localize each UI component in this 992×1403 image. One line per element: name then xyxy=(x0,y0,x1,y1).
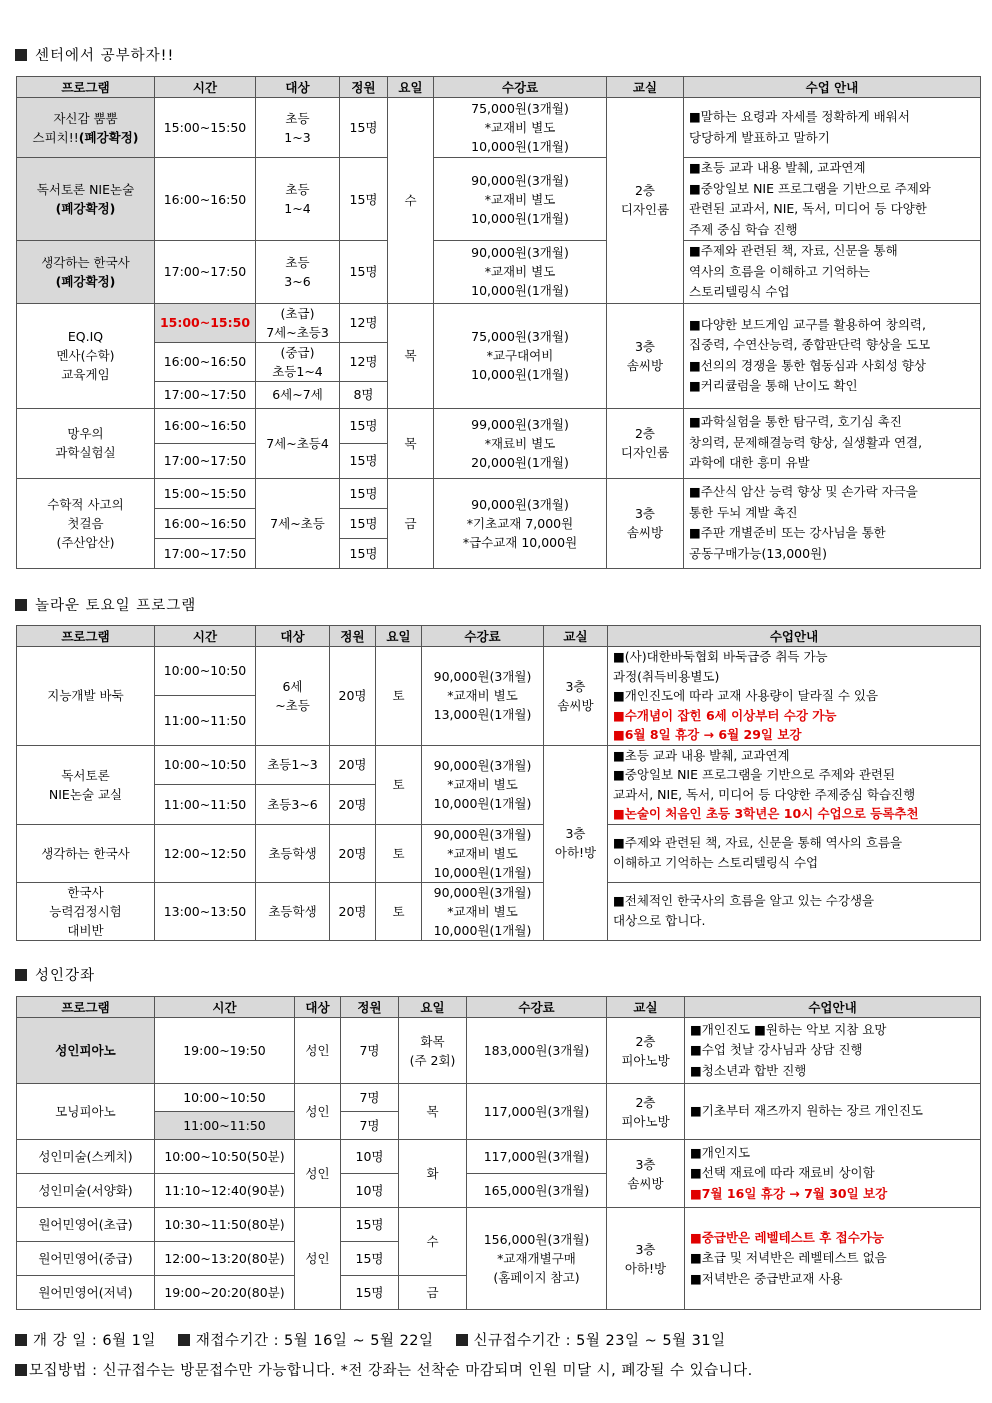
table-row: 한국사 능력검정시험 대비반 13:00~13:50 초등학생 20명 토 90,000원(3개월) *교재비 별도 10,000원(1개월) ■전체적인 한국사의 흐름을 알고 있는 수강생을 대상으로 합니다. xyxy=(17,882,981,940)
class-info: ■주제와 관련된 책, 자료, 신문을 통해 역사의 흐름을 이해하고 기억하는 스토리텔링식 수업 xyxy=(684,241,981,304)
class-info: ■(사)대한바둑협회 바둑급증 취득 가능 과정(취득비용별도) ■개인진도에 따라 교재 사용량이 달라질 수 있음 ■수개념이 잡힌 6세 이상부터 수강 가능 ■6월 8일 휴강 → 6월 29일 보강 xyxy=(608,647,981,746)
class-info: ■과학실험을 통한 탐구력, 호기심 촉진 창의력, 문제해결능력 향상, 실생활과 연결, 과학에 대한 흥미 유발 xyxy=(684,408,981,478)
program-name: 한국사 능력검정시험 대비반 xyxy=(17,882,155,940)
class-info: ■기초부터 재즈까지 원하는 장르 개인진도 xyxy=(685,1084,981,1140)
program-name: 원어민영어(중급) xyxy=(17,1242,155,1276)
program-name: EQ.IQ 멘사(수학) 교육게임 xyxy=(17,303,155,408)
table-header-row: 프로그램 시간 대상 정원 요일 수강료 교실 수업 안내 xyxy=(17,77,981,98)
class-info: ■말하는 요령과 자세를 정확하게 배워서 당당하게 발표하고 말하기 xyxy=(684,98,981,158)
section3-title: 성인강좌 xyxy=(15,964,95,985)
table-row: 17:00~17:50 15명 xyxy=(17,443,981,478)
class-info: ■다양한 보드게임 교구를 활용하여 창의력, 집중력, 수연산능력, 종합판단력 향상을 도모 ■선의의 경쟁을 통한 협동심과 사회성 향상 ■커리큘럼을 통해 난이도 확인 xyxy=(684,303,981,408)
table-row: 수학적 사고의 첫걸음 (주산암산) 15:00~15:50 7세~초등 15명 금 90,000원(3개월) *기초교재 7,000원 *급수교재 10,000원 3층 솜씨방 ■주산식 암산 능력 향상 및 손가락 자극을 통한 두뇌 계발 촉진 ■주판 개별준비 또는 강사님을 통한 공동구매가능(13,000원) xyxy=(17,478,981,508)
class-info: ■개인지도 ■선택 재료에 따라 재료비 상이함 ■7월 16일 휴강 → 7월 30일 보강 xyxy=(685,1140,981,1208)
registration-dates: 개 강 일 : 6월 1일 재접수기간 : 5월 16일 ~ 5월 22일 신규접수기간 : 5월 23일 ~ 5월 31일 xyxy=(15,1329,726,1350)
table-row: 성인미술(서양화) 11:10~12:40(90분) 10명 165,000원(3개월) xyxy=(17,1174,981,1208)
table-row: 생각하는 한국사 (폐강확정) 17:00~17:50 초등 3~6 15명 90,000원(3개월) *교재비 별도 10,000원(1개월) ■주제와 관련된 책, 자료, 신문을 통해 역사의 흐름을 이해하고 기억하는 스토리텔링식 수업 xyxy=(17,241,981,304)
square-bullet-icon xyxy=(178,1334,190,1346)
table-header-row: 프로그램 시간 대상 정원 요일 수강료 교실 수업안내 xyxy=(17,997,981,1018)
saturday-program-table xyxy=(16,625,981,941)
class-info: ■개인진도 ■원하는 악보 지참 요망 ■수업 첫날 강사님과 상담 진행 ■청소년과 합반 진행 xyxy=(685,1018,981,1084)
square-bullet-icon xyxy=(15,49,27,61)
section1-title: 센터에서 공부하자!! xyxy=(15,44,174,65)
adult-program-table xyxy=(16,996,981,1310)
program-name: 성인미술(스케치) xyxy=(17,1140,155,1174)
class-info: ■주제와 관련된 책, 자료, 신문을 통해 역사의 흐름을 이해하고 기억하는 스토리텔링식 수업 xyxy=(608,824,981,882)
square-bullet-icon xyxy=(15,1364,27,1376)
table-row: 원어민영어(초급) 10:30~11:50(80분) 성인 15명 수 156,000원(3개월) *교재개별구매 (홈페이지 참고) 3층 아하!방 ■중급반은 레벨테스트 후 접수가능 ■초급 및 저녁반은 레벨테스트 없음 ■저녁반은 중급반교재 사용 xyxy=(17,1208,981,1242)
square-bullet-icon xyxy=(15,1334,27,1346)
recruit-method: 모집방법 : 신규접수는 방문접수만 가능합니다. *전 강좌는 선착순 마감되며 인원 미달 시, 폐강될 수 있습니다. xyxy=(15,1359,753,1380)
center-program-table xyxy=(16,76,981,569)
table-row: 원어민영어(저녁) 19:00~20:20(80분) 15명 금 xyxy=(17,1276,981,1310)
program-name: 독서토론 NIE논술 (폐강확정) xyxy=(17,158,155,241)
class-info: ■중급반은 레벨테스트 후 접수가능 ■초급 및 저녁반은 레벨테스트 없음 ■저녁반은 중급반교재 사용 xyxy=(685,1208,981,1310)
class-info: ■초등 교과 내용 발췌, 교과연계 ■중앙일보 NIE 프로그램을 기반으로 주제와 관련된 교과서, NIE, 독서, 미디어 등 다양한 주제 중심 학습 진행 xyxy=(684,158,981,241)
square-bullet-icon xyxy=(15,969,27,981)
table-row: 17:00~17:50 15명 xyxy=(17,538,981,568)
program-name: 성인피아노 xyxy=(17,1018,155,1084)
class-info: ■초등 교과 내용 발췌, 교과연계 ■중앙일보 NIE 프로그램을 기반으로 주제와 관련된 교과서, NIE, 독서, 미디어 등 다양한 주제중심 학습진행 ■논술이 처음인 초등 3학년은 10시 수업으로 등록추천 xyxy=(608,745,981,824)
table-row: EQ.IQ 멘사(수학) 교육게임 15:00~15:50 (초급) 7세~초등3 12명 목 75,000원(3개월) *교구대여비 10,000원(1개월) 3층 솜씨방 ■다양한 보드게임 교구를 활용하여 창의력, 집중력, 수연산능력, 종합판단력 향상을 도모 ■선의의 경쟁을 통한 협동심과 사회성 향상 ■커리큘럼을 통해 난이도 확인 xyxy=(17,303,981,342)
square-bullet-icon xyxy=(15,599,27,611)
program-name: 망우의 과학실험실 xyxy=(17,408,155,478)
table-row: 독서토론 NIE논술 교실 10:00~10:50 초등1~3 20명 토 90,000원(3개월) *교재비 별도 10,000원(1개월) 3층 아하!방 ■초등 교과 내용 발췌, 교과연계 ■중앙일보 NIE 프로그램을 기반으로 주제와 관련된 교과서, NIE, 독서, 미디어 등 다양한 주제중심 학습진행 ■논술이 처음인 초등 3학년은 10시 수업으로 등록추천 xyxy=(17,745,981,785)
table-row: 성인미술(스케치) 10:00~10:50(50분) 성인 10명 화 117,000원(3개월) 3층 솜씨방 ■개인지도 ■선택 재료에 따라 재료비 상이함 ■7월 16일 휴강 → 7월 30일 보강 xyxy=(17,1140,981,1174)
table-row: 11:00~11:50 초등3~6 20명 xyxy=(17,785,981,825)
table-row: 망우의 과학실험실 16:00~16:50 7세~초등4 15명 목 99,000원(3개월) *재료비 별도 20,000원(1개월) 2층 디자인룸 ■과학실험을 통한 탐구력, 호기심 촉진 창의력, 문제해결능력 향상, 실생활과 연결, 과학에 대한 흥미 유발 xyxy=(17,408,981,443)
program-name: 자신감 뿜뿜 스피치!!(폐강확정) xyxy=(17,98,155,158)
table-row: 모닝피아노 10:00~10:50 성인 7명 목 117,000원(3개월) 2층 피아노방 ■기초부터 재즈까지 원하는 장르 개인진도 xyxy=(17,1084,981,1112)
table-row: 성인피아노 19:00~19:50 성인 7명 화목 (주 2회) 183,000원(3개월) 2층 피아노방 ■개인진도 ■원하는 악보 지참 요망 ■수업 첫날 강사님과 상담 진행 ■청소년과 합반 진행 xyxy=(17,1018,981,1084)
table-row: 독서토론 NIE논술 (폐강확정) 16:00~16:50 초등 1~4 15명 90,000원(3개월) *교재비 별도 10,000원(1개월) ■초등 교과 내용 발췌, 교과연계 ■중앙일보 NIE 프로그램을 기반으로 주제와 관련된 교과서, NIE, 독서, 미디어 등 다양한 주제 중심 학습 진행 xyxy=(17,158,981,241)
program-name: 모닝피아노 xyxy=(17,1084,155,1140)
section2-title: 놀라운 토요일 프로그램 xyxy=(15,594,196,615)
table-row: 17:00~17:50 6세~7세 8명 xyxy=(17,381,981,408)
table-row: 11:00~11:50 xyxy=(17,695,981,745)
class-info: ■전체적인 한국사의 흐름을 알고 있는 수강생을 대상으로 합니다. xyxy=(608,882,981,940)
table-header-row: 프로그램 시간 대상 정원 요일 수강료 교실 수업안내 xyxy=(17,626,981,647)
program-name: 원어민영어(저녁) xyxy=(17,1276,155,1310)
program-name: 수학적 사고의 첫걸음 (주산암산) xyxy=(17,478,155,568)
program-name: 성인미술(서양화) xyxy=(17,1174,155,1208)
table-row: 11:00~11:50 7명 xyxy=(17,1112,981,1140)
program-name: 원어민영어(초급) xyxy=(17,1208,155,1242)
table-row: 16:00~16:50 15명 xyxy=(17,508,981,538)
class-info: ■주산식 암산 능력 향상 및 손가락 자극을 통한 두뇌 계발 촉진 ■주판 개별준비 또는 강사님을 통한 공동구매가능(13,000원) xyxy=(684,478,981,568)
program-name: 생각하는 한국사 xyxy=(17,824,155,882)
program-name: 생각하는 한국사 (폐강확정) xyxy=(17,241,155,304)
program-name: 독서토론 NIE논술 교실 xyxy=(17,745,155,824)
table-row: 16:00~16:50 (중급) 초등1~4 12명 xyxy=(17,342,981,381)
square-bullet-icon xyxy=(456,1334,468,1346)
program-name: 지능개발 바둑 xyxy=(17,647,155,746)
table-row: 자신감 뿜뿜 스피치!!(폐강확정) 15:00~15:50 초등 1~3 15명 수 75,000원(3개월) *교재비 별도 10,000원(1개월) 2층 디자인룸 ■말하는 요령과 자세를 정확하게 배워서 당당하게 발표하고 말하기 xyxy=(17,98,981,158)
table-row: 원어민영어(중급) 12:00~13:20(80분) 15명 xyxy=(17,1242,981,1276)
table-row: 지능개발 바둑 10:00~10:50 6세 ~초등 20명 토 90,000원(3개월) *교재비 별도 13,000원(1개월) 3층 솜씨방 ■(사)대한바둑협회 바둑급증 취득 가능 과정(취득비용별도) ■개인진도에 따라 교재 사용량이 달라질 수 있음 ■수개념이 잡힌 6세 이상부터 수강 가능 ■6월 8일 휴강 → 6월 29일 보강 xyxy=(17,647,981,696)
table-row: 생각하는 한국사 12:00~12:50 초등학생 20명 토 90,000원(3개월) *교재비 별도 10,000원(1개월) ■주제와 관련된 책, 자료, 신문을 통해 역사의 흐름을 이해하고 기억하는 스토리텔링식 수업 xyxy=(17,824,981,882)
